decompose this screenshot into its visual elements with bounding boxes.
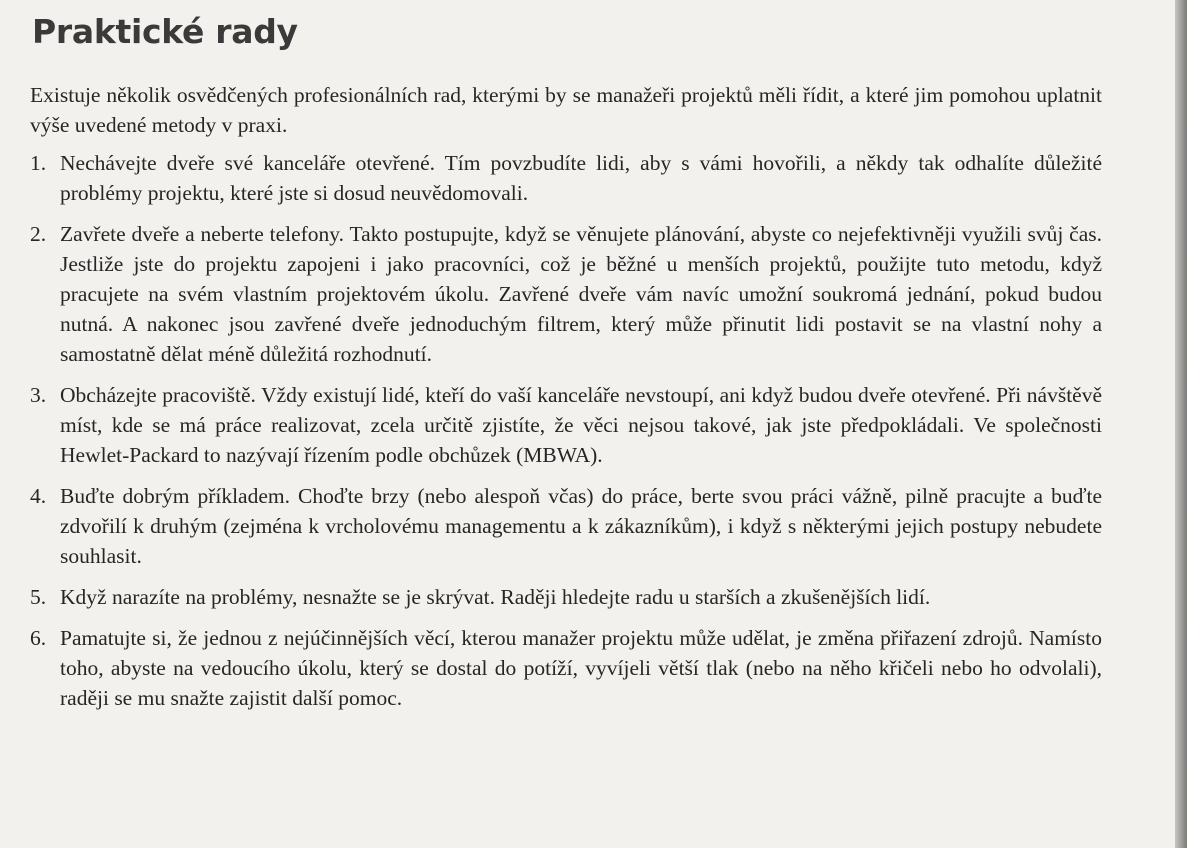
tips-list xyxy=(30,148,1102,724)
list-item-number: 2. xyxy=(30,222,47,246)
list-item-text: Zavřete dveře a neberte telefony. Takto postupujte, když se věnujete plánování, abyste co nejefektivněji využili svůj čas. Jestliže jste do projektu zapojeni i jako pracovníci, což je běžné u menších projektů, použijte tuto metodu, když pracujete na svém vlastním projektovém úkolu. Zavřené dveře vám navíc umožní soukromá jednání, pokud budou nutná. A nakonec jsou zavřené dveře jednoduchým filtrem, který může přinutit lidi postavit se na vlastní nohy a samostatně dělat méně důležitá rozhodnutí. xyxy=(60,222,1102,366)
list-item-text: Pamatujte si, že jednou z nejúčinnějších věcí, kterou manažer projektu může udělat, je změna přiřazení zdrojů. Namísto toho, abyste na vedoucího úkolu, který se dostal do potíží, vyvíjeli větší tlak (nebo na něho křičeli nebo ho odvolali), raději se mu snažte zajistit další pomoc. xyxy=(60,626,1102,710)
list-item-text: Obcházejte pracoviště. Vždy existují lidé, kteří do vaší kanceláře nevstoupí, ani když budou dveře otevřené. Při návštěvě míst, kde se má práce realizovat, zcela určitě zjistíte, že věci nejsou takové, jak jste předpokládali. Ve společnosti Hewlet-Packard to nazývají řízením podle obchůzek (MBWA). xyxy=(60,383,1102,467)
list-item xyxy=(30,380,1102,470)
list-item xyxy=(30,219,1102,369)
list-item-number: 6. xyxy=(30,626,47,650)
list-item-text: Nechávejte dveře své kanceláře otevřené. Tím povzbudíte lidi, aby s vámi hovořili, a někdy tak odhalíte důležité problémy projektu, které jste si dosud neuvědomovali. xyxy=(60,151,1102,205)
page-edge-shadow xyxy=(1175,0,1187,848)
intro-paragraph: Existuje několik osvědčených profesionálních rad, kterými by se manažeři projektů měli řídit, a které jim pomohou uplatnit výše uvedené metody v praxi. xyxy=(30,83,1102,137)
list-item-text: Když narazíte na problémy, nesnažte se je skrývat. Raději hledejte radu u starších a zkušenějších lidí. xyxy=(60,585,931,609)
list-item xyxy=(30,148,1102,208)
list-item-number: 1. xyxy=(30,151,47,175)
list-item-text: Buďte dobrým příkladem. Choďte brzy (nebo alespoň včas) do práce, berte svou práci vážně, pilně pracujte a buďte zdvořilí k druhým (zejména k vrcholovému managementu a k zákazníkům), i když s některými jejich postupy nebudete souhlasit. xyxy=(60,484,1102,568)
list-item xyxy=(30,481,1102,571)
list-item-number: 3. xyxy=(30,383,47,407)
page-title: Praktické rady xyxy=(32,12,298,51)
list-item-number: 4. xyxy=(30,484,47,508)
list-item-number: 5. xyxy=(30,585,47,609)
list-item xyxy=(30,623,1102,713)
list-item xyxy=(30,582,1102,612)
